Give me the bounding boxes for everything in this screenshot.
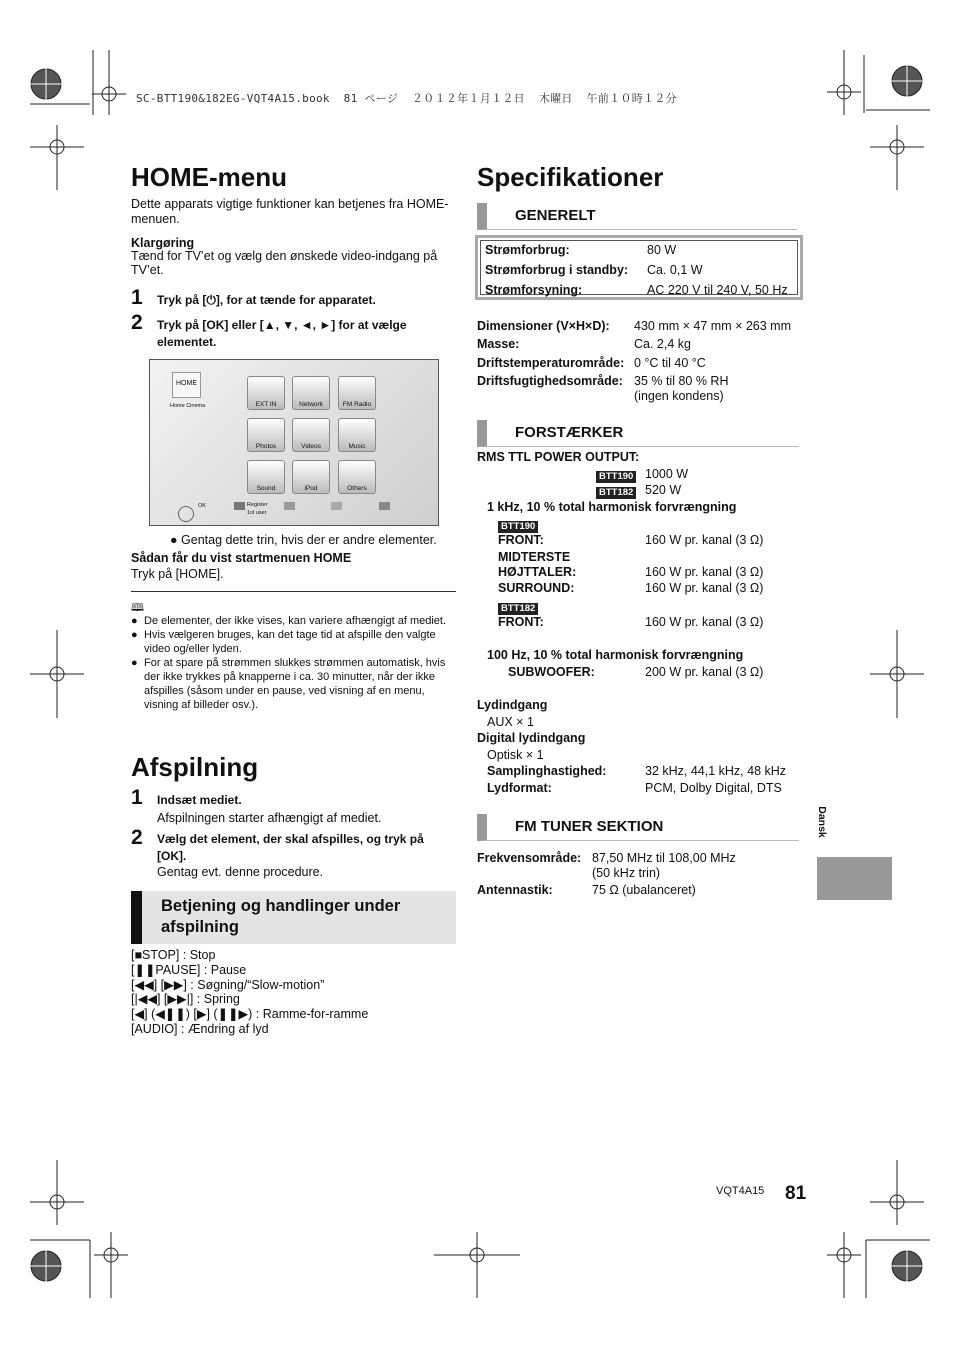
tile-ipod[interactable]: iPod [292, 460, 330, 494]
operations-list [131, 948, 368, 1037]
spec-key: SURROUND: [498, 581, 575, 595]
model-code: VQT4A15 [716, 1185, 765, 1197]
spec-key: Frekvensområde: [477, 851, 582, 865]
spec-key: Masse: [477, 337, 520, 351]
rms-title: RMS TTL POWER OUTPUT: [477, 450, 640, 464]
spec-value: (50 kHz trin) [592, 866, 661, 880]
step-number: 1 [131, 786, 143, 809]
language-label-wrap [806, 800, 846, 840]
spec-key: Samplinghastighed: [487, 764, 607, 778]
spec-key: Lydformat: [487, 781, 552, 795]
spec-key: Driftsfugtighedsområde: [477, 374, 623, 388]
repeat-note: ● Gentag dette trin, hvis der er andre elementer. [170, 533, 437, 547]
section-fm-tuner: FM TUNER SEKTION [477, 814, 799, 841]
model-badge: BTT190 [498, 518, 538, 533]
section-amplifier: FORSTÆRKER [477, 420, 799, 447]
home-intro: Dette apparats vigtige funktioner kan betjenes fra HOME-menuen. [131, 197, 449, 226]
spec-key: Driftstemperaturområde: [477, 356, 625, 370]
step-sub: Gentag evt. denne procedure. [157, 865, 324, 879]
spec-key: Dimensioner (V×H×D): [477, 319, 610, 333]
ok-dial-icon [178, 506, 194, 522]
spec-key: HØJTTALER: [498, 565, 577, 579]
tile-fm-radio[interactable]: FM Radio [338, 376, 376, 410]
model-badge: BTT182 [596, 484, 636, 499]
operations-title: Betjening og handlinger under afspilning [161, 897, 401, 936]
spec-key: Antennastik: [477, 883, 553, 897]
show-text: Tryk på [HOME]. [131, 567, 224, 581]
show-title: Sådan får du vist startmenuen HOME [131, 551, 352, 565]
thd-100hz: 100 Hz, 10 % total harmonisk forvrængning [487, 648, 744, 662]
op-skip: [|◀◀] [▶▶|] : Spring [131, 992, 240, 1007]
audio-in-title: Lydindgang [477, 698, 548, 712]
power-key: Strømforbrug: [485, 243, 570, 257]
yellow-button-icon [331, 502, 342, 510]
language-label: Dansk [815, 806, 828, 838]
note-item: ● Hvis vælgeren bruges, kan det tage tid at afspille den valgte video og/eller lyden. [131, 629, 436, 655]
step-text: Tryk på [⏻], for at tænde for apparatet. [157, 293, 376, 307]
step-number: 2 [131, 311, 143, 334]
spec-value: 35 % til 80 % RH [634, 374, 729, 388]
spec-value: 160 W pr. kanal (3 Ω) [645, 565, 764, 579]
op-audio: [AUDIO] : Ændring af lyd [131, 1021, 269, 1036]
power-value: Ca. 0,1 W [647, 263, 703, 277]
power-box [475, 235, 803, 300]
play-title: Afspilning [131, 752, 259, 782]
home-logo: HOME [172, 372, 201, 398]
operations-box [131, 891, 456, 944]
section-general: GENERELT [477, 203, 797, 230]
blue-button-icon [379, 502, 390, 510]
power-key: Strømforsyning: [485, 283, 583, 297]
page-number: 81 [785, 1183, 807, 1204]
spec-value: 0 °C til 40 °C [634, 356, 706, 370]
step-text: Vælg det element, der skal afspilles, og tryk på [OK]. [157, 832, 424, 863]
red-button-icon [234, 502, 245, 510]
power-value: AC 220 V til 240 V, 50 Hz [647, 283, 788, 297]
op-frame: [◀] (◀❚❚) [▶] (❚❚▶) : Ramme-for-ramme [131, 1007, 369, 1022]
power-value: 80 W [647, 243, 677, 257]
tile-sound[interactable]: Sound [247, 460, 285, 494]
tile-ext-in[interactable]: EXT IN [247, 376, 285, 410]
spec-value: 75 Ω (ubalanceret) [592, 883, 696, 897]
print-header: SC-BTT190&182EG-VQT4A15.book 81 ページ ２０１２年１月１２日 木曜日 午前１０時１２分 [136, 92, 677, 105]
digital-in-title: Digital lydindgang [477, 731, 586, 745]
tile-others[interactable]: Others [338, 460, 376, 494]
spec-key: SUBWOOFER: [508, 665, 595, 679]
thd-1khz: 1 kHz, 10 % total harmonisk forvrængning [487, 500, 737, 514]
tile-network[interactable]: Network [292, 376, 330, 410]
green-button-icon [284, 502, 295, 510]
spec-key: MIDTERSTE [498, 550, 571, 564]
spec-value: 200 W pr. kanal (3 Ω) [645, 665, 764, 679]
spec-value: AUX × 1 [487, 715, 534, 729]
home-menu-screen [149, 359, 439, 526]
spec-title: Specifikationer [477, 162, 664, 192]
rms-value: 1000 W [645, 467, 689, 481]
tile-videos[interactable]: Videos [292, 418, 330, 452]
spec-key: FRONT: [498, 615, 544, 629]
op-search: [◀◀] [▶▶] : Søgning/“Slow-motion” [131, 977, 325, 992]
spec-value: PCM, Dolby Digital, DTS [645, 781, 782, 795]
spec-value: Ca. 2,4 kg [634, 337, 691, 351]
model-badge: BTT190 [596, 468, 636, 483]
step-text: Indsæt mediet. [157, 793, 242, 807]
step-number: 1 [131, 286, 143, 309]
rms-value: 520 W [645, 483, 682, 497]
notes-list [131, 614, 457, 712]
op-stop: [■STOP] : Stop [131, 948, 216, 962]
spec-value: (ingen kondens) [634, 389, 724, 403]
spec-value: 430 mm × 47 mm × 263 mm [634, 319, 792, 333]
tile-photos[interactable]: Photos [247, 418, 285, 452]
model-badge: BTT182 [498, 600, 538, 615]
note-item: ● De elementer, der ikke vises, kan variere afhængigt af mediet. [131, 615, 447, 627]
step-sub: Afspilningen starter afhængigt af mediet. [157, 811, 382, 825]
power-key: Strømforbrug i standby: [485, 263, 629, 277]
spec-value: 160 W pr. kanal (3 Ω) [645, 615, 764, 629]
spec-key: FRONT: [498, 533, 544, 547]
register-label: Register [247, 502, 268, 508]
tile-music[interactable]: Music [338, 418, 376, 452]
spec-value: 160 W pr. kanal (3 Ω) [645, 581, 764, 595]
prep-text: Tænd for TV’et og vælg den ønskede video-indgang på TV’et. [131, 249, 438, 277]
spec-value: 160 W pr. kanal (3 Ω) [645, 533, 764, 547]
ok-label: OK [198, 503, 206, 509]
prep-title: Klargøring [131, 236, 195, 250]
spec-value: 32 kHz, 44,1 kHz, 48 kHz [645, 764, 787, 778]
step-number: 2 [131, 826, 143, 849]
home-cinema-label: Home Cinema [170, 403, 206, 409]
spec-value: 87,50 MHz til 108,00 MHz [592, 851, 736, 865]
home-title: HOME-menu [131, 162, 287, 192]
language-tab [817, 857, 892, 900]
user-label: 1st user [247, 510, 267, 516]
note-item: ● For at spare på strømmen slukkes strømmen automatisk, hvis der ikke trykkes på knapperne i ca. 30 minutter, når der ikke afspilles (såsom under en pause, ved visning af en menu, visning af billeder osv.). [131, 657, 446, 711]
spec-value: Optisk × 1 [487, 748, 544, 762]
divider [131, 591, 456, 592]
op-pause: [❚❚PAUSE] : Pause [131, 962, 247, 977]
note-book-icon: 🕮 [131, 602, 144, 614]
step-text: Tryk på [OK] eller [▲, ▼, ◄, ►] for at vælge elementet. [157, 318, 407, 349]
